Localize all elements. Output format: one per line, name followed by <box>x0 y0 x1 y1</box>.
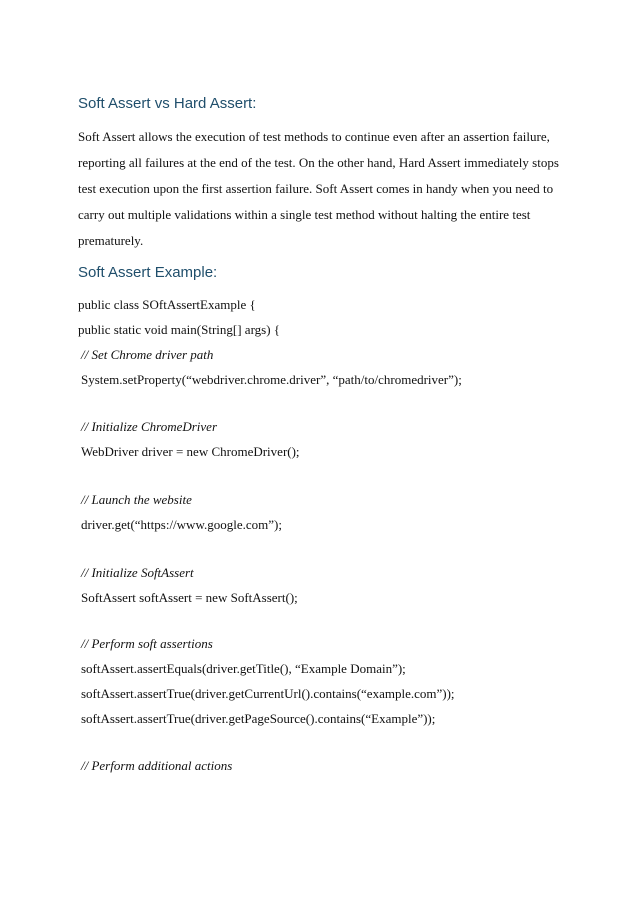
code-line-driver-get: driver.get(“https://www.google.com”); <box>81 517 282 532</box>
code-line-set-property: System.setProperty(“webdriver.chrome.driver”, “path/to/chromedriver”); <box>81 372 462 387</box>
comparison-paragraph <box>78 124 568 254</box>
code-line-new-softassert: SoftAssert softAssert = new SoftAssert(); <box>81 590 298 605</box>
code-comment-launch: // Launch the website <box>81 492 192 507</box>
code-line-class-decl: public class SOftAssertExample { <box>78 297 256 312</box>
code-line-assert-true-source: softAssert.assertTrue(driver.getPageSource().contains(“Example”)); <box>81 711 436 726</box>
section-heading-example: Soft Assert Example: <box>78 264 218 281</box>
paragraph-line: test execution upon the first assertion failure. Soft Assert comes in handy when you need to <box>78 181 554 196</box>
code-comment-driver-path: // Set Chrome driver path <box>81 347 214 362</box>
section-heading-soft-vs-hard: Soft Assert vs Hard Assert: <box>78 95 257 112</box>
code-comment-perform-assertions: // Perform soft assertions <box>81 636 213 651</box>
paragraph-line: reporting all failures at the end of the test. On the other hand, Hard Assert immediately stops <box>78 155 559 170</box>
code-line-assert-true-url: softAssert.assertTrue(driver.getCurrentUrl().contains(“example.com”)); <box>81 686 455 701</box>
code-line-new-driver: WebDriver driver = new ChromeDriver(); <box>81 444 300 459</box>
code-line-main-decl: public static void main(String[] args) { <box>78 322 281 337</box>
paragraph-line: prematurely. <box>78 233 144 248</box>
code-comment-init-softassert: // Initialize SoftAssert <box>81 565 194 580</box>
code-comment-init-driver: // Initialize ChromeDriver <box>81 419 218 434</box>
paragraph-line: Soft Assert allows the execution of test methods to continue even after an assertion failure, <box>78 129 550 144</box>
code-comment-additional-actions: // Perform additional actions <box>81 758 233 773</box>
paragraph-line: carry out multiple validations within a single test method without halting the entire test <box>78 207 531 222</box>
code-line-assert-equals: softAssert.assertEquals(driver.getTitle(), “Example Domain”); <box>81 661 406 676</box>
